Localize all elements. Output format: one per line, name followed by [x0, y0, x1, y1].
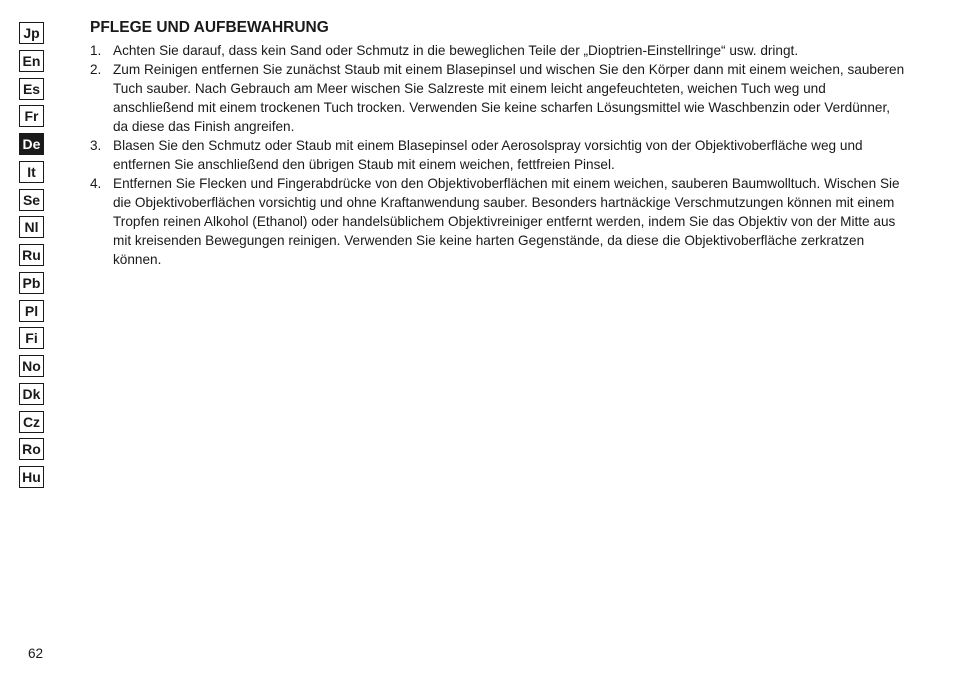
- list-item-text: Entfernen Sie Flecken und Fingerabdrücke von den Objektivoberflächen mit einem weichen, sauberen Baumwolltuch. Wischen Sie die Objektivoberflächen vorsichtig und ohne Kraftanwendung sauber. Besonders hartnäckige Verschmutzungen können mit einem Tropfen reinen Alkohol (Ethanol) oder handelsüblichem Objektivreiniger entfernt werden, indem Sie das Objektiv von der Mitte aus mit kreisenden Bewegungen reinigen. Verwenden Sie keine harten Gegenstände, da diese die Objektivoberfläche zerkratzen können.: [113, 176, 900, 267]
- language-tab-fr[interactable]: Fr: [19, 105, 44, 127]
- list-item-number: 3.: [90, 138, 102, 153]
- list-item-text: Blasen Sie den Schmutz oder Staub mit einem Blasepinsel oder Aerosolspray vorsichtig von der Objektivoberfläche weg und entfernen Sie anschließend den übrigen Staub mit einem weichen, fettfreien Pinsel.: [113, 138, 863, 172]
- language-tab-nl[interactable]: Nl: [19, 216, 44, 238]
- page-number: 62: [28, 646, 44, 661]
- list-item-text: Zum Reinigen entfernen Sie zunächst Staub mit einem Blasepinsel und wischen Sie den Körper dann mit einem weichen, sauberen Tuch sauber. Nach Gebrauch am Meer wischen Sie Salzreste mit einem leicht angefeuchteten, weichen Tuch weg und anschließend mit einem trockenen Tuch trocken. Verwenden Sie keine scharfen Lösungsmittel wie Waschbenzin oder Verdünner, da diese das Finish angreifen.: [113, 62, 905, 134]
- list-item: [90, 136, 905, 174]
- language-tab-bar: [19, 22, 44, 494]
- language-tab-se[interactable]: Se: [19, 189, 44, 211]
- language-tab-ru[interactable]: Ru: [19, 244, 44, 266]
- language-tab-es[interactable]: Es: [19, 78, 44, 100]
- language-tab-no[interactable]: No: [19, 355, 44, 377]
- list-item: [90, 60, 905, 136]
- language-tab-ro[interactable]: Ro: [19, 438, 44, 460]
- language-tab-pb[interactable]: Pb: [19, 272, 44, 294]
- list-item-text: Achten Sie darauf, dass kein Sand oder Schmutz in die beweglichen Teile der „Dioptrien-Einstellringe“ usw. dringt.: [113, 43, 799, 58]
- language-tab-cz[interactable]: Cz: [19, 411, 44, 433]
- list-item-number: 1.: [90, 43, 102, 58]
- section-heading: PFLEGE UND AUFBEWAHRUNG: [90, 19, 329, 36]
- language-tab-jp[interactable]: Jp: [19, 22, 44, 44]
- list-item: [90, 41, 905, 60]
- language-tab-dk[interactable]: Dk: [19, 383, 44, 405]
- language-tab-fi[interactable]: Fi: [19, 327, 44, 349]
- language-tab-it[interactable]: It: [19, 161, 44, 183]
- list-item: [90, 174, 905, 269]
- list-item-number: 2.: [90, 62, 102, 77]
- main-content: [90, 17, 905, 269]
- language-tab-pl[interactable]: Pl: [19, 300, 44, 322]
- language-tab-en[interactable]: En: [19, 50, 44, 72]
- care-instructions-list: [90, 41, 905, 269]
- list-item-number: 4.: [90, 176, 102, 191]
- language-tab-de[interactable]: De: [19, 133, 44, 155]
- language-tab-hu[interactable]: Hu: [19, 466, 44, 488]
